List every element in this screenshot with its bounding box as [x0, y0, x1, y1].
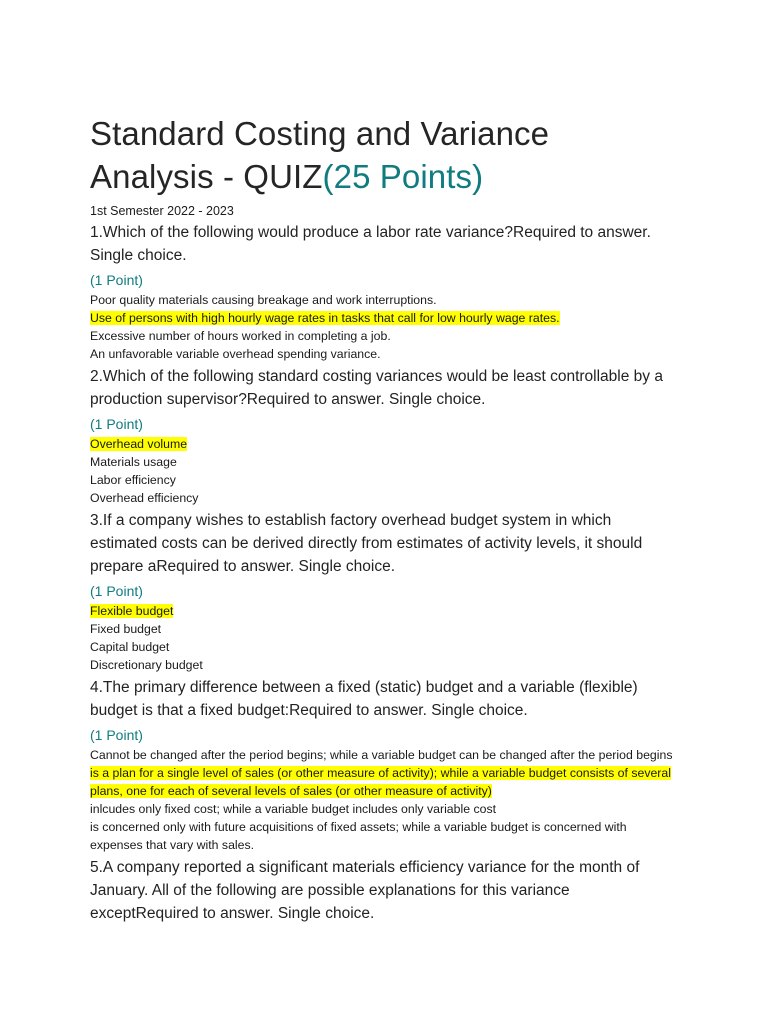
question-block — [90, 221, 680, 363]
answer-option — [90, 746, 680, 764]
answer-options — [90, 291, 680, 363]
semester-label: 1st Semester 2022 - 2023 — [90, 204, 234, 218]
answer-option-text: Materials usage — [90, 455, 177, 469]
question-points: (1 Point) — [90, 727, 143, 743]
answer-option-text: Fixed budget — [90, 622, 162, 636]
answer-options — [90, 435, 680, 507]
answer-option — [90, 620, 680, 638]
answer-option — [90, 345, 680, 363]
quiz-title — [90, 112, 680, 198]
answer-option — [90, 471, 680, 489]
answer-option-text: Flexible budget — [90, 604, 174, 618]
question-block — [90, 676, 680, 854]
question-text: 4.The primary difference between a fixed (static) budget and a variable (flexible) budget is that a fixed budget:Required to answer. Single choice. — [90, 679, 638, 719]
quiz-total-points: (25 Points) — [322, 158, 484, 195]
question-points: (1 Point) — [90, 583, 143, 599]
answer-option-text: Overhead efficiency — [90, 491, 199, 505]
quiz-content — [90, 112, 680, 925]
question-block — [90, 509, 680, 674]
answer-option-text: Discretionary budget — [90, 658, 203, 672]
answer-option-text: inlcudes only fixed cost; while a variable budget includes only variable cost — [90, 802, 497, 816]
answer-option-text: Capital budget — [90, 640, 170, 654]
question-block — [90, 856, 680, 925]
answer-option-text: is concerned only with future acquisitions of fixed assets; while a variable budget is concerned with expenses that vary with sales. — [90, 820, 627, 852]
answer-option-text: Cannot be changed after the period begins; while a variable budget can be changed after the period begins — [90, 748, 673, 762]
answer-option — [90, 638, 680, 656]
answer-options — [90, 602, 680, 674]
question-points: (1 Point) — [90, 416, 143, 432]
answer-option-selected — [90, 435, 680, 453]
answer-option — [90, 327, 680, 345]
answer-option — [90, 291, 680, 309]
question-points: (1 Point) — [90, 272, 143, 288]
answer-option — [90, 453, 680, 471]
answer-option-text: Poor quality materials causing breakage and work interruptions. — [90, 293, 437, 307]
answer-option-text: An unfavorable variable overhead spending variance. — [90, 347, 381, 361]
answer-option — [90, 489, 680, 507]
answer-option-text: Overhead volume — [90, 437, 188, 451]
answer-option-selected — [90, 309, 680, 327]
answer-option — [90, 800, 680, 818]
answer-option-selected — [90, 764, 680, 800]
answer-option-text: is a plan for a single level of sales (or other measure of activity); while a variable budget consists of several plans, one for each of several levels of sales (or other measure of activity) — [90, 766, 671, 798]
answer-option-text: Use of persons with high hourly wage rates in tasks that call for low hourly wage rates. — [90, 311, 560, 325]
question-text: 1.Which of the following would produce a labor rate variance?Required to answer. Single choice. — [90, 224, 651, 264]
question-text: 5.A company reported a significant materials efficiency variance for the month of January. All of the following are possible explanations for this variance exceptRequired to answer. Single choice. — [90, 859, 640, 922]
answer-option-selected — [90, 602, 680, 620]
quiz-title-main: Standard Costing and Variance Analysis - QUIZ — [90, 115, 550, 195]
answer-option — [90, 656, 680, 674]
answer-options — [90, 746, 680, 854]
question-list — [90, 221, 680, 925]
answer-option-text: Excessive number of hours worked in completing a job. — [90, 329, 391, 343]
answer-option — [90, 818, 680, 854]
question-text: 3.If a company wishes to establish factory overhead budget system in which estimated costs can be derived directly from estimates of activity levels, it should prepare aRequired to answer. Single choice. — [90, 512, 643, 575]
answer-option-text: Labor efficiency — [90, 473, 176, 487]
question-block — [90, 365, 680, 507]
question-text: 2.Which of the following standard costing variances would be least controllable by a production supervisor?Required to answer. Single choice. — [90, 368, 663, 408]
